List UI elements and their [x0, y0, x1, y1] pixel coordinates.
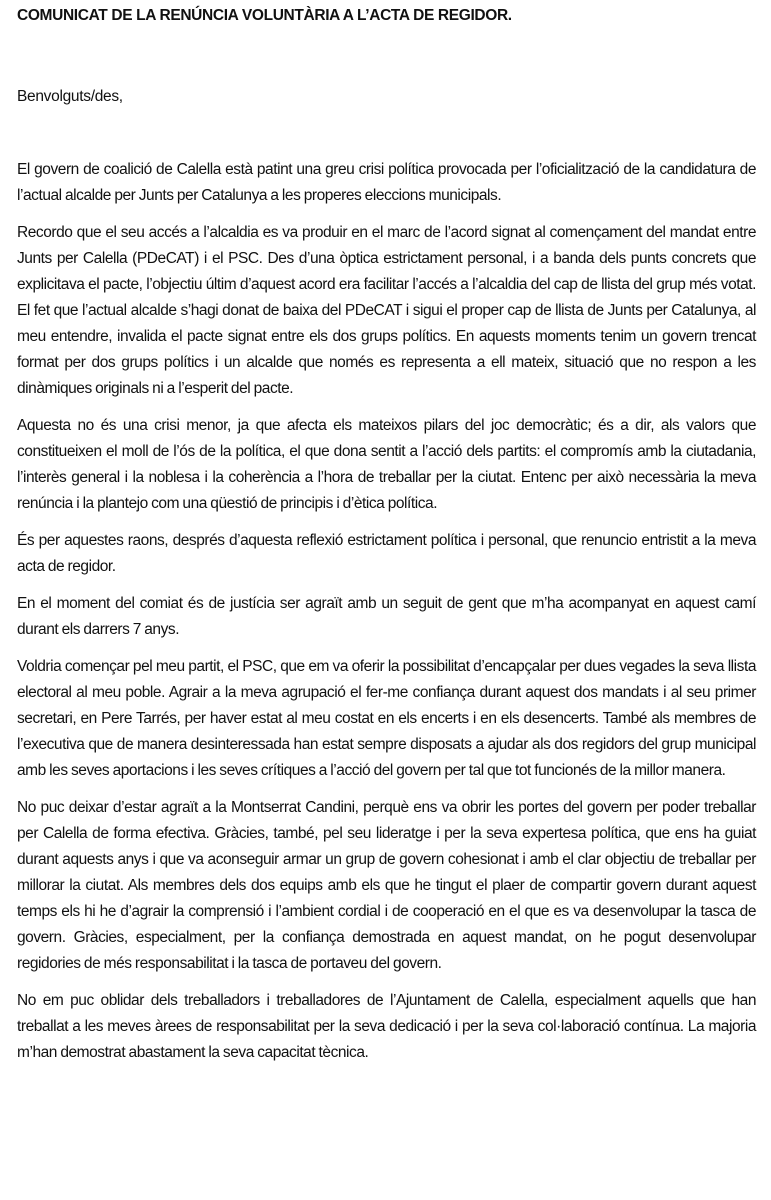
paragraph: No puc deixar d’estar agraït a la Montserrat Candini, perquè ens va obrir les portes del govern per poder treballar per Calella de forma efectiva. Gràcies, també, pel seu lideratge i per la seva expertesa política, que ens ha guiat durant aquests anys i que va aconseguir armar un grup de govern cohesionat i amb el clar objectiu de treballar per millorar la ciutat. Als membres dels dos equips amb els que he tingut el plaer de compartir govern durant aquest temps els hi he d’agrair la comprensió i l’ambient cordial i de cooperació en el que es va desenvolupar la tasca de govern. Gràcies, especialment, per la confiança demostrada en aquest mandat, on he pogut desenvolupar regidories de més responsabilitat i la tasca de portaveu del govern. [17, 799, 756, 972]
paragraph: Recordo que el seu accés a l’alcaldia es va produir en el marc de l’acord signat al començament del mandat entre Junts per Calella (PDeCAT) i el PSC. Des d’una òptica estrictament personal, i a banda dels punts concrets que explicitava el pacte, l’objectiu últim d’aquest acord era facilitar l’accés a l’alcaldia del cap de llista del grup més votat. El fet que l’actual alcalde s’hagi donat de baixa del PDeCAT i sigui el proper cap de llista de Junts per Catalunya, al meu entendre, invalida el pacte signat entre els dos grups polítics. En aquests moments tenim un govern trencat format per dos grups polítics i un alcalde que només es representa a ell mateix, situació que no respon a les dinàmiques originals ni a l’esperit del pacte. [17, 224, 756, 397]
paragraph: En el moment del comiat és de justícia ser agraït amb un seguit de gent que m’ha acompanyat en aquest camí durant els darrers 7 anys. [17, 595, 756, 638]
paragraph: No em puc oblidar dels treballadors i treballadores de l’Ajuntament de Calella, especialment aquells que han treballat a les meves àrees de responsabilitat per la seva dedicació i per la seva col·laboració contínua. La majoria m’han demostrat abastament la seva capacitat tècnica. [17, 992, 756, 1061]
greeting: Benvolguts/des, [17, 88, 123, 105]
paragraph: Voldria començar pel meu partit, el PSC, que em va oferir la possibilitat d’encapçalar per dues vegades la seva llista electoral al meu poble. Agrair a la meva agrupació el fer-me confiança durant aquest dos mandats i al seu primer secretari, en Pere Tarrés, per haver estat al meu costat en els encerts i en els desencerts. També als membres de l’executiva que de manera desinteressada han estat sempre disposats a ajudar als dos regidors del grup municipal amb les seves aportacions i les seves crítiques a l’acció del govern per tal que tot funcionés de la millor manera. [17, 658, 756, 779]
paragraph: El govern de coalició de Calella està patint una greu crisi política provocada per l’oficialització de la candidatura de l’actual alcalde per Junts per Catalunya a les properes eleccions municipals. [17, 161, 756, 204]
document-title: COMUNICAT DE LA RENÚNCIA VOLUNTÀRIA A L’ACTA DE REGIDOR. [17, 7, 512, 24]
paragraph: És per aquestes raons, després d’aquesta reflexió estrictament política i personal, que renuncio entristit a la meva acta de regidor. [17, 532, 756, 575]
paragraph: Aquesta no és una crisi menor, ja que afecta els mateixos pilars del joc democràtic; és a dir, als valors que constitueixen el moll de l’ós de la política, el que dona sentit a l’acció dels partits: el compromís amb la ciutadania, l’interès general i la noblesa i la coherència a l’hora de treballar per la ciutat. Entenc per això necessària la meva renúncia i la plantejo com una qüestió de principis i d’ètica política. [17, 417, 756, 512]
document-body [17, 157, 756, 1077]
